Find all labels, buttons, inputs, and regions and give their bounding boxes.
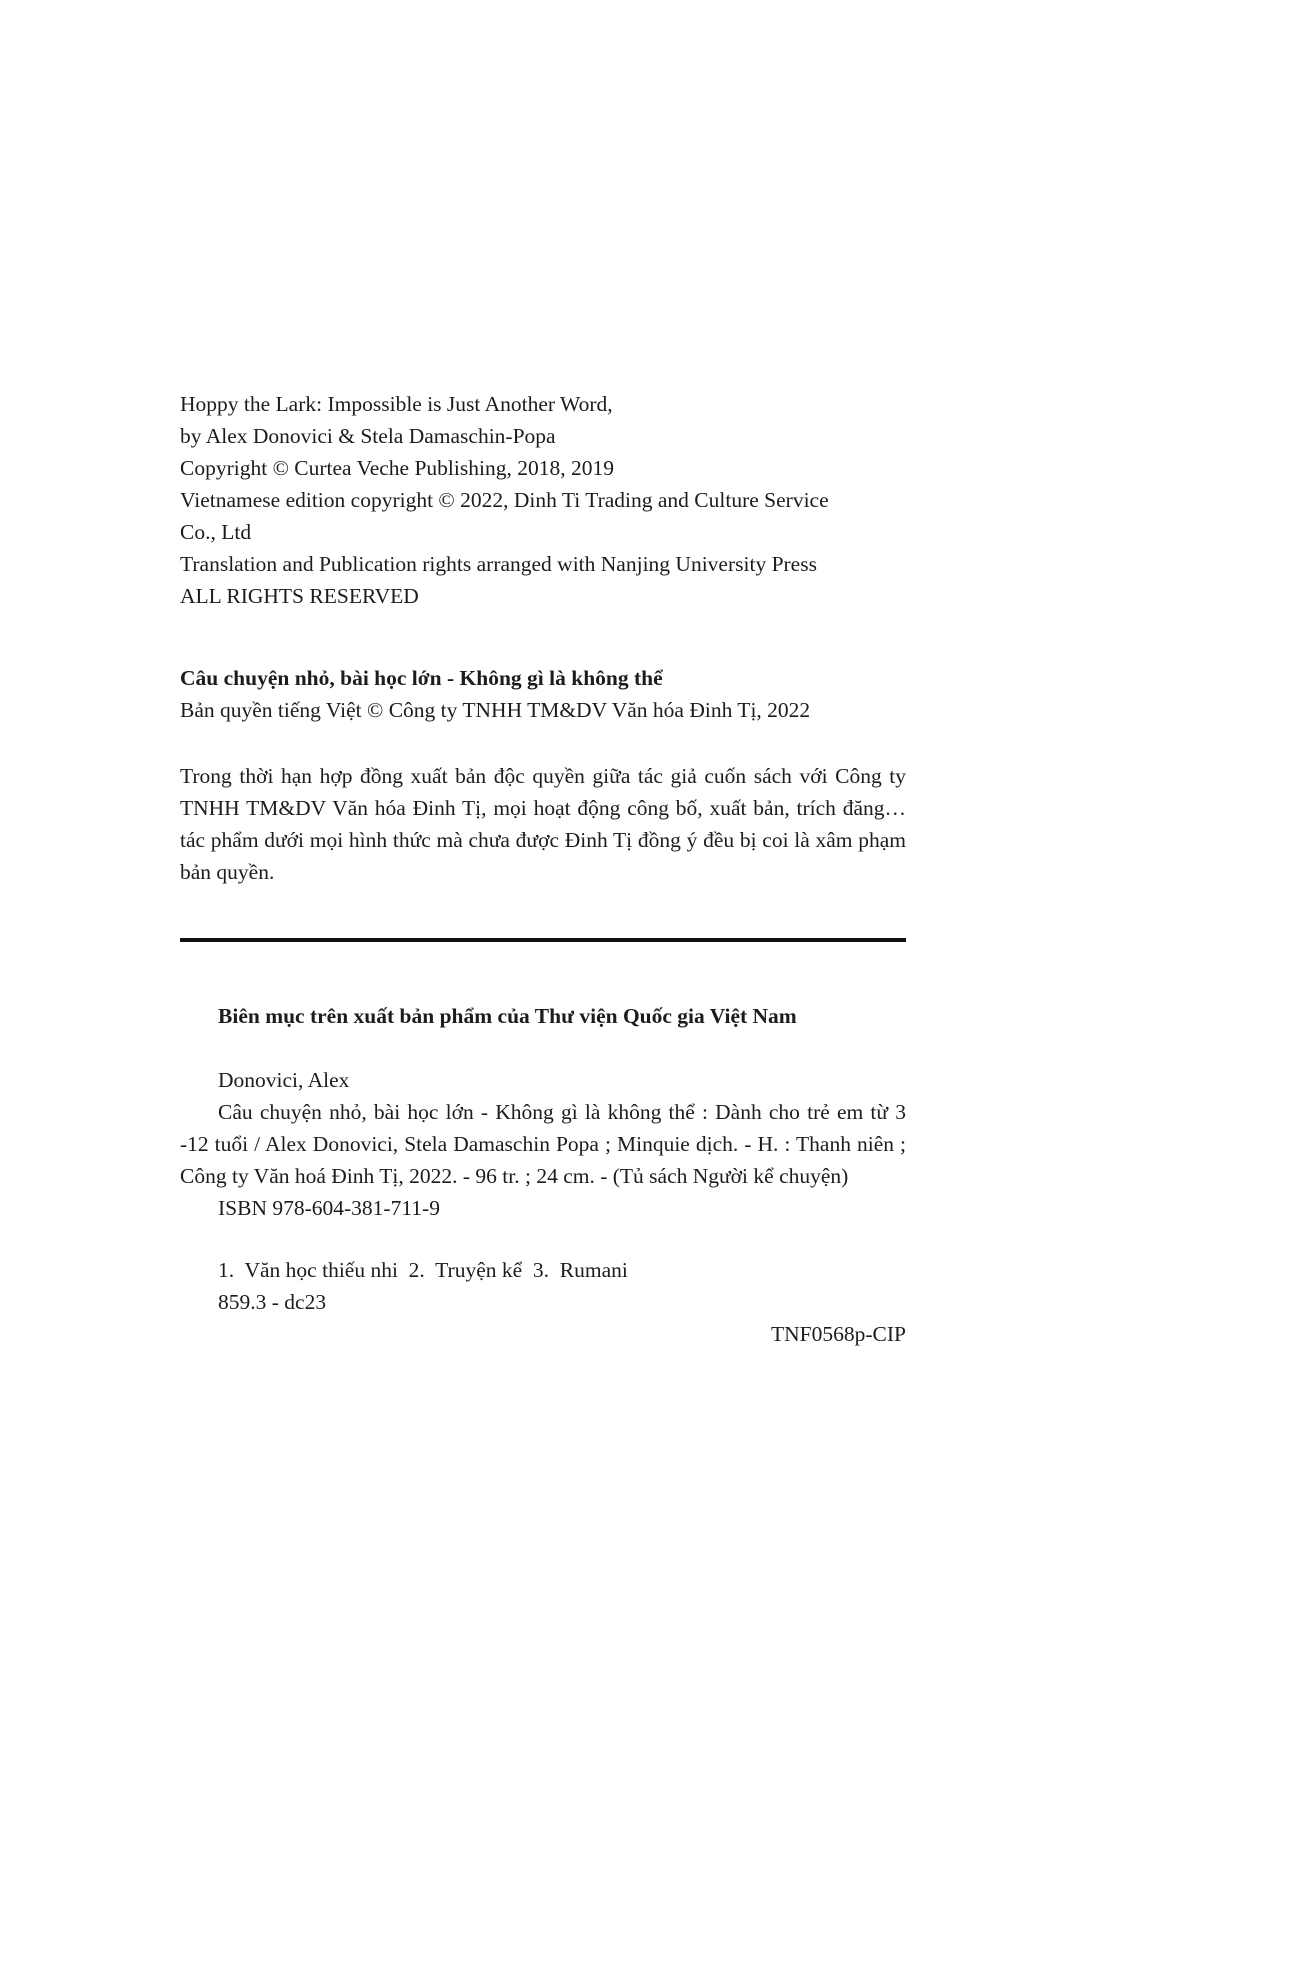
horizontal-rule [180,938,906,942]
copyright-notice-paragraph: Trong thời hạn hợp đồng xuất bản độc quyền giữa tác giả cuốn sách với Công ty TNHH TM&DV Văn hóa Đinh Tị, mọi hoạt động công bố, xuất bản, trích đăng… tác phẩm dưới mọi hình thức mà chưa được Đinh Tị đồng ý đều bị coi là xâm phạm bản quyền. [180,764,906,884]
english-copyright-block [180,388,906,612]
cip-code: TNF0568p-CIP [771,1322,906,1346]
english-line: ALL RIGHTS RESERVED [180,584,419,608]
catalog-isbn: ISBN 978-604-381-711-9 [218,1196,440,1220]
english-line: Copyright © Curtea Veche Publishing, 2018, 2019 [180,456,614,480]
catalog-ddc-number: 859.3 - dc23 [218,1290,327,1314]
english-line: Translation and Publication rights arranged with Nanjing University Press [180,552,817,576]
book-title-vietnamese: Câu chuyện nhỏ, bài học lớn - Không gì là không thể [180,666,663,690]
catalog-author: Donovici, Alex [218,1068,350,1092]
vietnamese-copyright-line: Bản quyền tiếng Việt © Công ty TNHH TM&DV Văn hóa Đinh Tị, 2022 [180,698,811,722]
english-line: by Alex Donovici & Stela Damaschin-Popa [180,424,556,448]
english-line: Hoppy the Lark: Impossible is Just Another Word, [180,392,613,416]
english-line: Co., Ltd [180,520,252,544]
vietnamese-copyright-block [180,662,906,726]
english-line: Vietnamese edition copyright © 2022, Dinh Ti Trading and Culture Service [180,488,829,512]
catalog-subjects: 1. Văn học thiếu nhi 2. Truyện kể 3. Rumani [218,1258,628,1282]
catalog-description: Câu chuyện nhỏ, bài học lớn - Không gì là không thể : Dành cho trẻ em từ 3 -12 tuổi / Alex Donovici, Stela Damaschin Popa ; Minquie dịch. - H. : Thanh niên ; Công ty Văn hoá Đinh Tị, 2022. - 96 tr. ; 24 cm. - (Tủ sách Người kể chuyện) [180,1100,906,1188]
cip-heading: Biên mục trên xuất bản phẩm của Thư viện Quốc gia Việt Nam [218,1004,797,1028]
page-content [180,388,906,1350]
